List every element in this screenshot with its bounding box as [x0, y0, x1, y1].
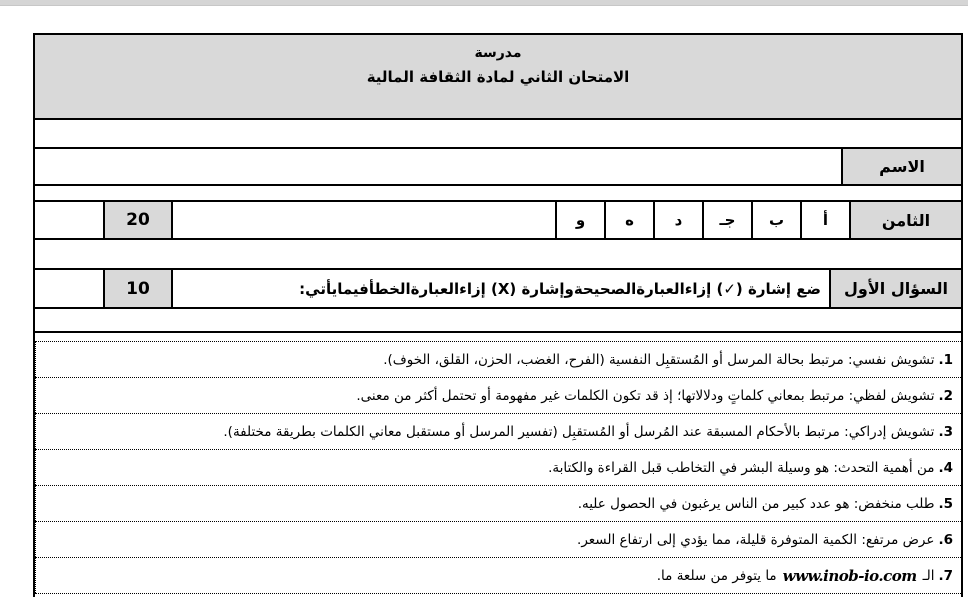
blank-row	[35, 309, 961, 333]
answer-cell	[35, 342, 103, 377]
statement-text	[103, 450, 961, 485]
blank-row	[35, 120, 961, 149]
statement-row	[35, 558, 961, 594]
window-top-bar	[0, 0, 968, 6]
statement-text	[103, 342, 961, 377]
statement-number: 4.	[938, 459, 953, 476]
total-marks-cell: 20	[103, 202, 173, 238]
question-row	[35, 270, 961, 309]
grade-blank-cell	[173, 202, 555, 238]
name-field-cell	[35, 149, 841, 184]
statement-body: تشويش لفظي: مرتبط بمعاني كلماتٍ ودلالاتها؛ إذ قد تكون الكلمات غير مفهومة أو تحتمل أكثر من معنى.	[356, 387, 935, 404]
section-letter-cell: و	[555, 202, 604, 238]
statement-text	[103, 522, 961, 557]
statement-text	[103, 378, 961, 413]
question-marks-cell: 10	[103, 270, 173, 307]
statement-number: 5.	[938, 495, 953, 512]
divider-row	[35, 186, 961, 202]
section-letter-cell: جـ	[702, 202, 751, 238]
statement-row	[35, 378, 961, 414]
section-letter-cell: ب	[751, 202, 800, 238]
statement-body: عرض مرتفع: الكمية المتوفرة قليلة، مما يؤدي إلى ارتفاع السعر.	[577, 531, 935, 548]
name-row	[35, 149, 961, 186]
statement-number: 1.	[938, 351, 953, 368]
grade-left-blank-cell	[35, 202, 103, 238]
answer-cell	[35, 450, 103, 485]
statement-number: 6.	[938, 531, 953, 548]
statement-row	[35, 414, 961, 450]
answer-cell	[35, 378, 103, 413]
statement-number: 2.	[938, 387, 953, 404]
name-label: الاسم	[841, 149, 961, 184]
section-letter-cell: ه	[604, 202, 653, 238]
statement-number: 7.	[938, 567, 953, 584]
exam-table	[33, 33, 963, 597]
statement-text	[103, 414, 961, 449]
statement-body-end: ما يتوفر من سلعة ما.	[656, 567, 777, 584]
section-letter-cell: أ	[800, 202, 849, 238]
grade-row	[35, 202, 961, 240]
statement-body: طلب منخفض: هو عدد كبير من الناس يرغبون في الحصول عليه.	[577, 495, 935, 512]
exam-header-cell	[35, 35, 961, 120]
statement-body: تشويش إدراكي: مرتبط بالأحكام المسبقة عند المُرسل أو المُستقبِل (تفسير المرسل أو مستقبل معاني الكلمات بطريقة مختلفة).	[223, 423, 935, 440]
answer-cell	[35, 558, 103, 593]
exam-title: الامتحان الثاني لمادة الثقافة المالية	[366, 68, 630, 86]
statement-body: من أهمية التحدث: هو وسيلة البشر في التخاطب قبل القراءة والكتابة.	[548, 459, 935, 476]
statement-text	[103, 558, 961, 593]
watermark-text: www.inob-io.com	[782, 566, 917, 585]
school-name: مدرسة	[474, 45, 522, 61]
question-title: السؤال الأول	[829, 270, 961, 307]
statement-body: تشويش نفسي: مرتبط بحالة المرسل أو المُستقبِل النفسية (الفرح، الغضب، الحزن، القلق، الخوف).	[383, 351, 935, 368]
question-instruction: ضع إشارة (✓) إزاءالعبارةالصحيحةوإشارة (X) إزاءالعبارةالخطأفيمايأتي:	[299, 279, 821, 298]
statement-row	[35, 522, 961, 558]
statement-text	[103, 486, 961, 521]
blank-row	[35, 240, 961, 270]
section-letter-cell: د	[653, 202, 702, 238]
answer-cell	[35, 414, 103, 449]
statement-row	[35, 342, 961, 378]
answer-cell	[35, 522, 103, 557]
statement-row	[35, 450, 961, 486]
grade-label: الثامن	[849, 202, 961, 238]
statement-row	[35, 486, 961, 522]
question-left-blank-cell	[35, 270, 103, 307]
statement-body-partial: الـ	[922, 567, 935, 584]
statement-number: 3.	[938, 423, 953, 440]
items-top-spacer	[35, 333, 961, 342]
answer-cell	[35, 486, 103, 521]
